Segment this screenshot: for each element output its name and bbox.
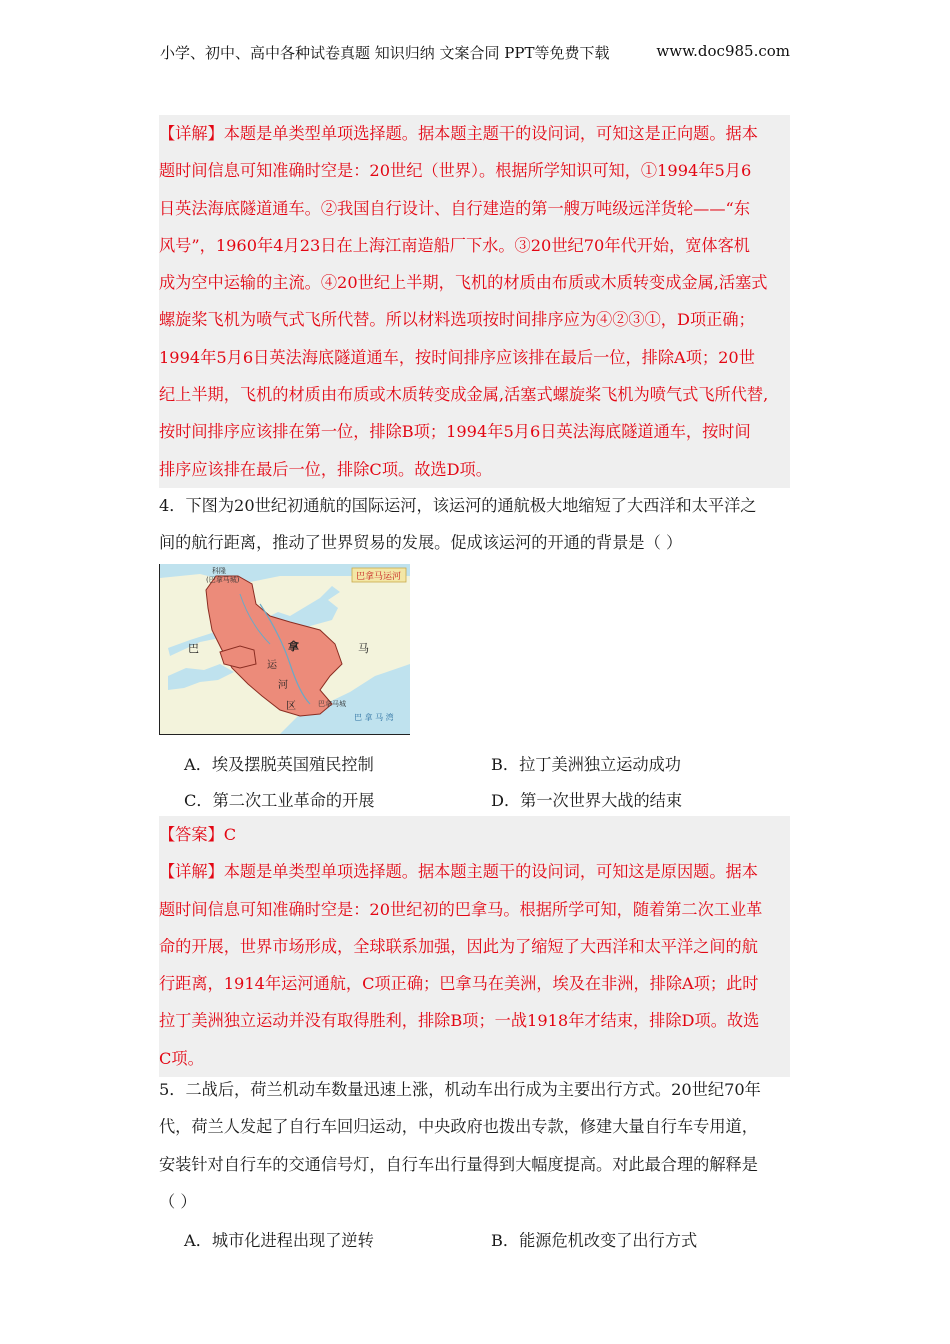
q4-detail-line: 拉丁美洲独立运动并没有取得胜利，排除B项；一战1918年才结束，排除D项。故选 [159,1011,760,1031]
map-title: 巴拿马运河 [356,572,402,582]
map-label-center: 拿 [288,640,299,653]
q3-detail-line: 螺旋桨飞机为喷气式飞所代替。所以材料选项按时间排序应为④②③①，D项正确； [159,310,755,330]
q4-detail-line: 【详解】本题是单类型单项选择题。据本题主题干的设问词，可知这是原因题。据本 [159,862,758,882]
map-label-west: 巴 [188,642,199,655]
q5-stem-line: 5．二战后，荷兰机动车数量迅速上涨，机动车出行成为主要出行方式。20世纪70年 [159,1080,761,1099]
q4-stem [159,487,790,562]
q5-option-b[interactable]: B．能源危机改变了出行方式 [491,1231,698,1250]
q3-detail-line: 题时间信息可知准确时空是：20世纪（世界）。根据所学知识可知，①1994年5月6 [159,161,752,181]
q4-option-d[interactable]: D．第一次世界大战的结束 [491,791,683,810]
q4-answer: 【答案】C [159,825,237,844]
q4-option-c[interactable]: C．第二次工业革命的开展 [184,791,375,810]
q5-stem-line: 安装针对自行车的交通信号灯，自行车出行量得到大幅度提高。对此最合理的解释是 [159,1154,758,1174]
q4-stem-line: 间的航行距离，推动了世界贸易的发展。促成该运河的开通的背景是（ ） [159,533,683,553]
q4-option-b[interactable]: B．拉丁美洲独立运动成功 [491,755,681,774]
map-label-east: 马 [358,642,369,655]
q5-stem-line: （ ） [159,1191,197,1211]
q3-detail-line: 排序应该排在最后一位，排除C项。故选D项。 [159,459,492,479]
map-label-bottom: 巴拿马城 [318,700,346,708]
q4-answer-detail [159,816,790,1077]
q4-detail-line: 题时间信息可知准确时空是：20世纪初的巴拿马。根据所学可知，随着第二次工业革 [159,899,763,919]
q3-detail-line: 按时间排序应该排在第一位，排除B项；1994年5月6日英法海底隧道通车，按时间 [159,422,751,442]
q3-detail [159,115,790,488]
page-header [160,42,790,63]
map-label-sea: 巴 拿 马 湾 [354,713,394,722]
q3-detail-line: 【详解】本题是单类型单项选择题。据本题主题干的设问词，可知这是正向题。据本 [159,124,758,143]
header-site: www.doc985.com [656,42,790,60]
q3-detail-line: 纪上半期，飞机的材质由布质或木质转变成金属,活塞式螺旋桨飞机为喷气式飞所代替, [159,385,769,405]
q5-stem-line: 代，荷兰人发起了自行车回归运动，中央政府也拨出专款，修建大量自行车专用道， [159,1117,758,1137]
map-label-canal1: 运 [267,660,277,671]
q3-detail-line: 1994年5月6日英法海底隧道通车，按时间排序应该排在最后一位，排除A项；20世 [159,347,755,367]
header-title: 小学、初中、高中各种试卷真题 知识归纳 文案合同 PPT等免费下载 [160,44,610,62]
q4-detail-line: 命的开展，世界市场形成，全球联系加强，因此为了缩短了大西洋和太平洋之间的航 [159,936,758,956]
map-label-top2: (巴拿马城) [206,576,240,584]
q4-detail-line: C项。 [159,1048,204,1068]
map-label-canal2: 河 [278,680,288,691]
map-label-top: 科隆 [212,567,226,575]
q5-stem [159,1071,790,1220]
panama-canal-map [159,564,410,735]
q4-option-a[interactable]: A．埃及摆脱英国殖民控制 [184,755,374,774]
q5-option-a[interactable]: A．城市化进程出现了逆转 [184,1231,374,1250]
q3-detail-line: 日英法海底隧道通车。②我国自行设计、自行建造的第一艘万吨级远洋货轮——“东 [159,198,751,218]
q4-stem-line: 4．下图为20世纪初通航的国际运河，该运河的通航极大地缩短了大西洋和太平洋之 [159,496,757,515]
q4-detail-line: 行距离，1914年运河通航，C项正确；巴拿马在美洲，埃及在非洲，排除A项；此时 [159,974,759,994]
q3-detail-line: 风号”，1960年4月23日在上海江南造船厂下水。③20世纪70年代开始，宽体客机 [159,235,750,255]
q3-detail-line: 成为空中运输的主流。④20世纪上半期，飞机的材质由布质或木质转变成金属,活塞式 [159,273,768,293]
map-label-zone: 区 [286,701,296,712]
